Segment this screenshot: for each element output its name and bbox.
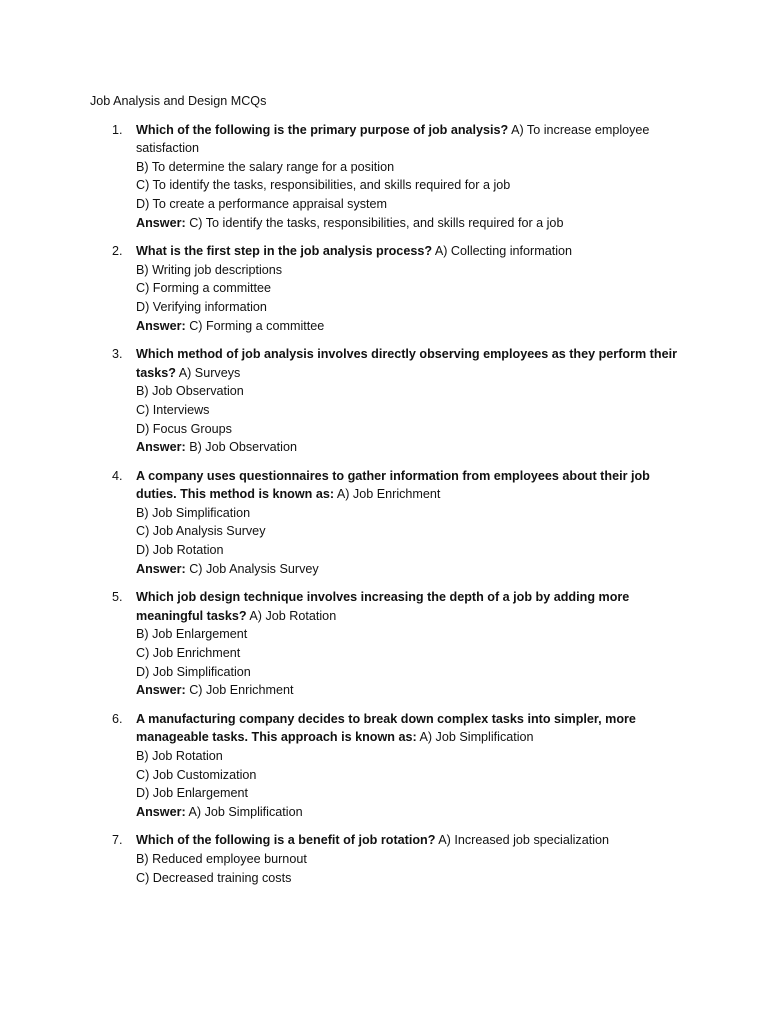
question-number: 7. (112, 833, 123, 848)
option-a: A) Increased job specialization (438, 833, 610, 848)
option-line: C) Forming a committee (136, 281, 272, 296)
question-text: Which method of job analysis involves directly observing employees as they perform their tasks? (136, 347, 677, 380)
option-a: A) Job Simplification (419, 730, 534, 745)
option-line: C) Job Analysis Survey (136, 524, 266, 539)
page-title: Job Analysis and Design MCQs (90, 94, 267, 108)
option-line: C) To identify the tasks, responsibilities, and skills required for a job (136, 178, 511, 193)
answer-label: Answer: (136, 318, 186, 333)
answer-label: Answer: (136, 440, 186, 455)
option-line: B) Reduced employee burnout (136, 851, 307, 866)
question-number: 6. (112, 711, 123, 726)
question-number: 5. (112, 590, 123, 605)
question-line (136, 242, 678, 261)
option-line: C) Job Enrichment (136, 646, 241, 661)
answer-line (136, 438, 678, 457)
question-item (90, 831, 678, 887)
option-line: C) Interviews (136, 402, 210, 417)
answer-label: Answer: (136, 804, 186, 819)
question-number: 3. (112, 347, 123, 362)
option-line: B) Job Rotation (136, 749, 223, 763)
option-line: C) Job Customization (136, 767, 257, 782)
question-item (90, 467, 678, 579)
answer-line (136, 214, 678, 233)
option-line: B) Job Observation (136, 384, 244, 399)
option-line: B) To determine the salary range for a position (136, 159, 395, 174)
option-line: D) Job Rotation (136, 543, 224, 558)
question-line (136, 345, 678, 382)
question-line (136, 831, 678, 850)
question-number: 2. (112, 244, 123, 259)
question-line (136, 467, 678, 504)
question-line (136, 121, 678, 158)
question-text: A manufacturing company decides to break down complex tasks into simpler, more manageable tasks. This approach is known as: (136, 711, 636, 745)
option-a: A) Job Enrichment (336, 487, 441, 502)
question-text: Which of the following is the primary purpose of job analysis? (136, 122, 509, 137)
question-list (90, 121, 678, 888)
question-item (90, 242, 678, 335)
answer-line (136, 803, 678, 822)
answer-value: A) Job Simplification (188, 804, 303, 819)
question-text: Which job design technique involves increasing the depth of a job by adding more meaningful tasks? (136, 590, 630, 623)
answer-value: C) Forming a committee (189, 318, 325, 333)
option-line: B) Job Simplification (136, 505, 251, 520)
option-line: B) Writing job descriptions (136, 262, 283, 277)
option-line: D) To create a performance appraisal system (136, 196, 388, 211)
question-text: Which of the following is a benefit of job rotation? (136, 833, 436, 848)
option-line: D) Job Enlargement (136, 786, 248, 801)
answer-value: C) To identify the tasks, responsibilities, and skills required for a job (189, 215, 564, 230)
option-a: A) Surveys (178, 365, 241, 380)
answer-label: Answer: (136, 215, 186, 230)
question-item (90, 710, 678, 822)
option-a: A) Collecting information (434, 244, 573, 259)
answer-label: Answer: (136, 561, 186, 576)
option-a: A) To increase employee satisfaction (136, 122, 650, 156)
answer-line (136, 317, 678, 336)
answer-line (136, 560, 678, 579)
answer-line (136, 681, 678, 700)
question-line (136, 588, 678, 625)
question-item (90, 121, 678, 233)
option-line: C) Decreased training costs (136, 870, 292, 885)
option-line: D) Job Simplification (136, 664, 251, 679)
question-number: 1. (112, 122, 123, 137)
option-line: D) Focus Groups (136, 421, 232, 436)
question-item (90, 588, 678, 700)
question-text: A company uses questionnaires to gather information from employees about their job duties. This method is known as: (136, 468, 650, 502)
answer-value: C) Job Enrichment (189, 683, 294, 698)
question-number: 4. (112, 468, 123, 483)
option-line: B) Job Enlargement (136, 627, 248, 642)
question-line (136, 710, 678, 747)
answer-label: Answer: (136, 683, 186, 698)
option-line: D) Verifying information (136, 299, 267, 314)
question-text: What is the first step in the job analysis process? (136, 244, 433, 259)
answer-value: C) Job Analysis Survey (189, 561, 319, 576)
option-a: A) Job Rotation (249, 608, 337, 623)
answer-value: B) Job Observation (189, 440, 297, 455)
question-item (90, 345, 678, 457)
